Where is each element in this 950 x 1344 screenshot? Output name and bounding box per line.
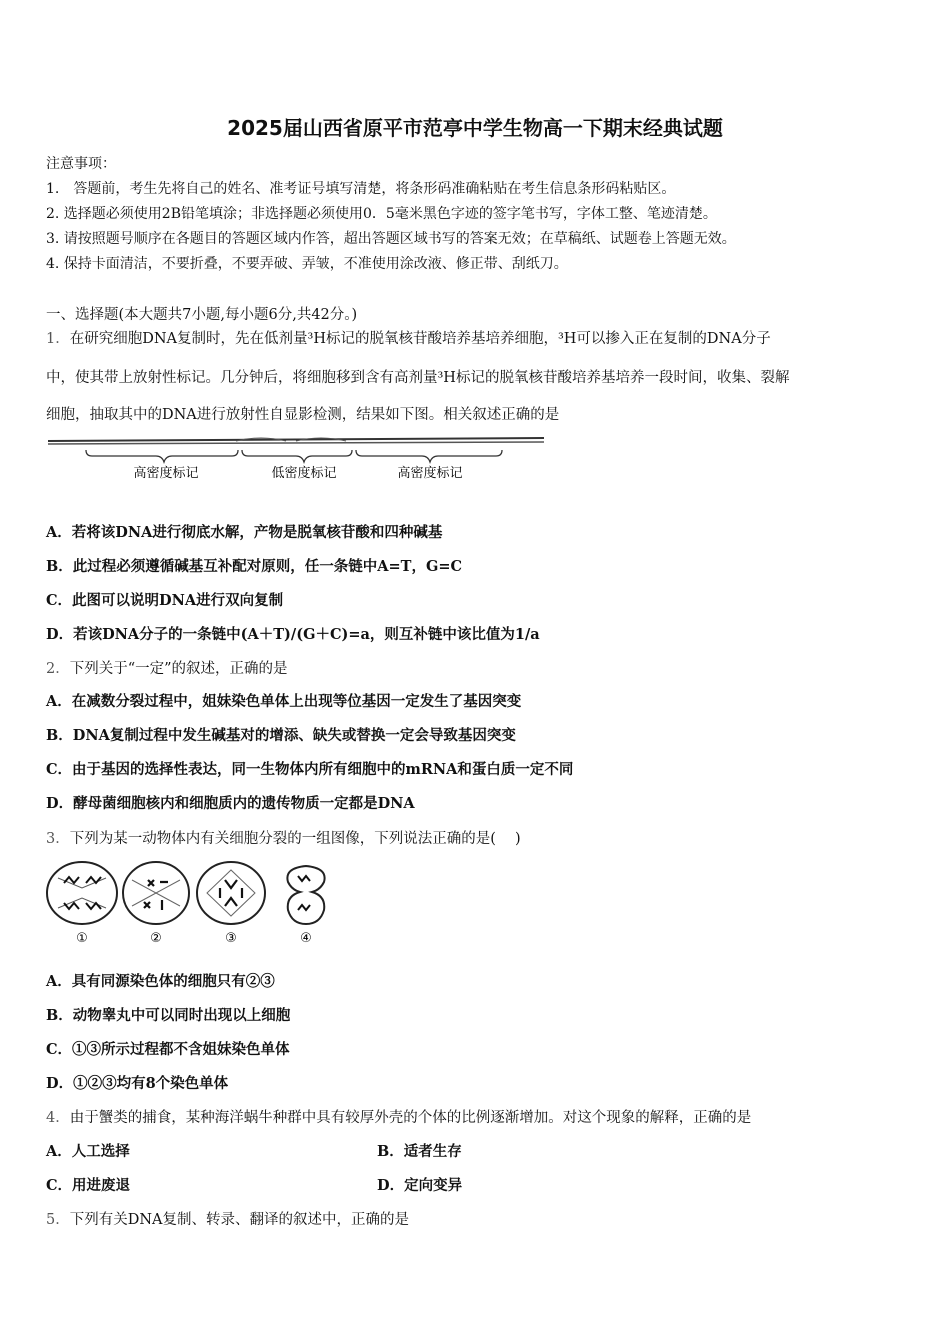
question-text: 下列为某一动物体内有关细胞分裂的一组图像，下列说法正确的是( ) xyxy=(69,831,521,847)
figure-label: 低密度标记 xyxy=(271,466,337,481)
question-text: 下列关于“一定”的叙述，正确的是 xyxy=(69,661,288,677)
notice-heading: 注意事项： xyxy=(46,156,116,172)
option-a: A．人工选择 xyxy=(46,1143,130,1160)
notice-item: 2. 选择题必须使用2B铅笔填涂；非选择题必须使用0．5毫米黑色字迹的签字笔书写，字体工整、笔迹清楚。 xyxy=(46,206,717,222)
option-c: C．用进废退 xyxy=(46,1177,131,1194)
page-title: 2025届山西省原平市范亭中学生物高一下期末经典试题 xyxy=(227,116,723,140)
notice-item: 4. 保持卡面清洁，不要折叠，不要弄破、弄皱，不准使用涂改液、修正带、刮纸刀。 xyxy=(46,256,568,272)
cell-4 xyxy=(287,866,324,924)
option-a: A．若将该DNA进行彻底水解，产物是脱氧核苷酸和四种碱基 xyxy=(46,524,443,541)
question-number: 2． xyxy=(46,661,70,677)
question-number: 1． xyxy=(46,331,70,347)
dna-replication-figure xyxy=(46,432,546,484)
option-a: A．具有同源染色体的细胞只有②③ xyxy=(46,973,275,990)
notice-item: 1. 答题前，考生先将自己的姓名、准考证号填写清楚，将条形码准确粘贴在考生信息条形码粘贴区。 xyxy=(46,181,676,197)
figure-label: ④ xyxy=(300,931,312,946)
question-number: 5． xyxy=(46,1212,70,1228)
question-3-stem xyxy=(46,827,521,848)
question-1-line: 细胞，抽取其中的DNA进行放射性自显影检测，结果如下图。相关叙述正确的是 xyxy=(46,407,560,423)
option-d: D．酵母菌细胞核内和细胞质内的遗传物质一定都是DNA xyxy=(46,795,415,812)
figure-label: ① xyxy=(76,931,88,946)
cell-1 xyxy=(47,862,117,924)
question-1-line: 中，使其带上放射性标记。几分钟后，将细胞移到含有高剂量³H标记的脱氧核苷酸培养基培养一段时间，收集、裂解 xyxy=(46,370,790,386)
question-number: 4． xyxy=(46,1110,70,1126)
option-b: B．DNA复制过程中发生碱基对的增添、缺失或替换一定会导致基因突变 xyxy=(46,727,516,744)
cell-3 xyxy=(197,862,265,924)
option-b: B．此过程必须遵循碱基互补配对原则，任一条链中A=T，G=C xyxy=(46,558,463,575)
option-d: D．①②③均有8个染色单体 xyxy=(46,1075,229,1092)
question-number: 3． xyxy=(46,831,70,847)
cell-division-figure xyxy=(44,858,344,946)
option-b: B．适者生存 xyxy=(377,1143,462,1160)
question-1-line xyxy=(46,327,771,348)
question-5-stem xyxy=(46,1208,409,1229)
figure-label: 高密度标记 xyxy=(133,466,199,481)
option-d: D．定向变异 xyxy=(377,1177,463,1194)
cell-2 xyxy=(123,862,189,924)
figure-label: ② xyxy=(150,931,162,946)
option-c: C．此图可以说明DNA进行双向复制 xyxy=(46,592,284,609)
notice-item: 3. 请按照题号顺序在各题目的答题区域内作答，超出答题区域书写的答案无效；在草稿纸、试题卷上答题无效。 xyxy=(46,231,736,247)
question-2-stem xyxy=(46,657,288,678)
option-d: D．若该DNA分子的一条链中(A＋T)/(G＋C)=a，则互补链中该比值为1/a xyxy=(46,626,540,643)
question-text: 下列有关DNA复制、转录、翻译的叙述中，正确的是 xyxy=(69,1212,410,1228)
question-4-stem xyxy=(46,1106,751,1127)
option-c: C．由于基因的选择性表达，同一生物体内所有细胞中的mRNA和蛋白质一定不同 xyxy=(46,761,574,778)
figure-label: 高密度标记 xyxy=(397,466,463,481)
question-text: 在研究细胞DNA复制时，先在低剂量³H标记的脱氧核苷酸培养基培养细胞，³H可以掺入正在复制的DNA分子 xyxy=(69,331,771,347)
section-heading: 一、选择题(本大题共7小题,每小题6分,共42分。) xyxy=(46,307,358,323)
figure-label: ③ xyxy=(225,931,237,946)
option-c: C．①③所示过程都不含姐妹染色单体 xyxy=(46,1041,290,1058)
option-a: A．在减数分裂过程中，姐妹染色单体上出现等位基因一定发生了基因突变 xyxy=(46,693,522,710)
option-b: B．动物睾丸中可以同时出现以上细胞 xyxy=(46,1007,291,1024)
question-text: 由于蟹类的捕食，某种海洋蜗牛种群中具有较厚外壳的个体的比例逐渐增加。对这个现象的解释，正确的是 xyxy=(69,1110,752,1126)
